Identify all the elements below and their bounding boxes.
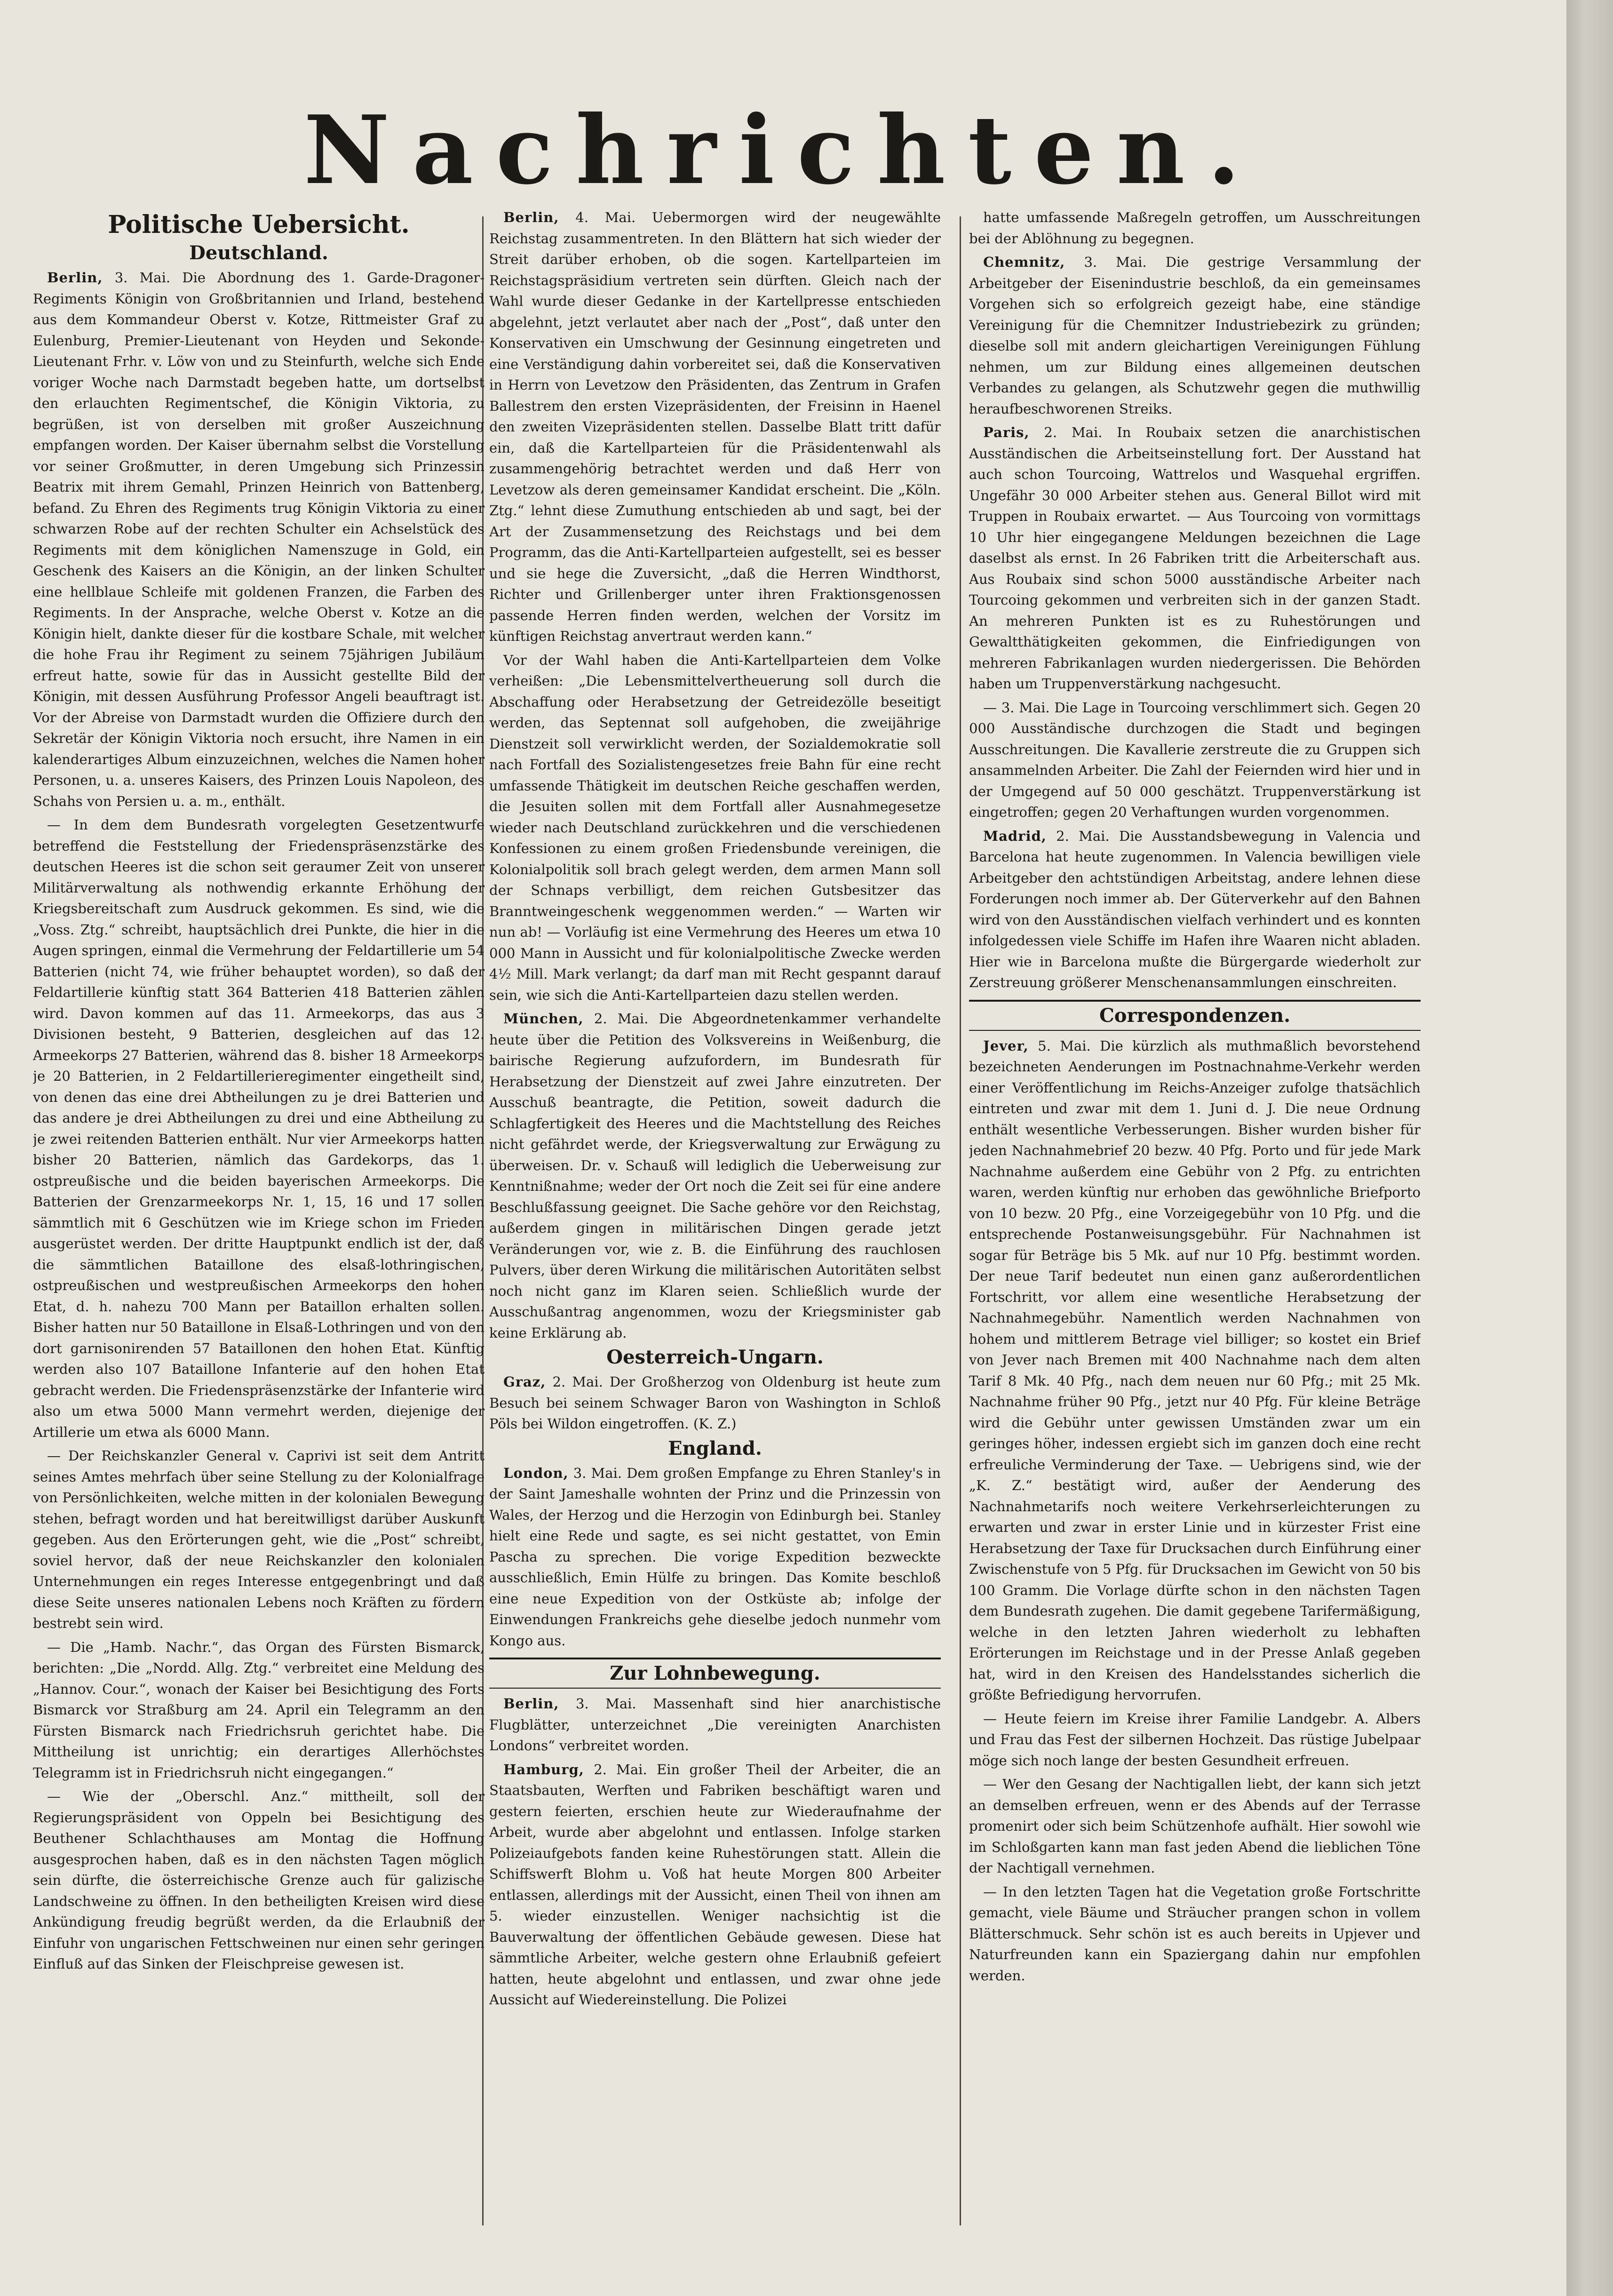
article-text: 3. Mai. Die gestrige Versammlung der Arbeitgeber der Eisenindustrie beschloß, da ein gemeinsames Vorgehen sich so erfolgreich gezeigt habe, eine ständige Vereinigung für die Chemnitzer Industriebezirk zu gründen; dieselbe soll mit andern gleichartigen Vereinigungen Fühlung nehmen, um zur Bildung eines allgemeinen deutschen Verbandes zu gelangen, als Schutzwehr gegen die muthwillig heraufbeschworenen Streiks. xyxy=(969,254,1421,417)
column-rule xyxy=(960,216,961,2225)
article-text: — In den letzten Tagen hat die Vegetation große Fortschritte gemacht, viele Bäume und Sträucher prangen schon in vollem Blätterschmuck. Sehr schön ist es auch bereits in Upjever und Naturfreunden kann ein Spaziergang dahin nur empfohlen werden. xyxy=(969,1883,1421,1984)
article-text: 3. Mai. Dem großen Empfange zu Ehren Stanley's in der Saint Jameshalle wohnten der Prinz und die Prinzessin von Wales, der Herzog und die Herzogin von Edinburgh bei. Stanley hielt eine Rede und sagte, es sei nicht gestattet, von Emin Pascha zu sprechen. Die vorige Expedition bezweckte ausschließlich, Emin Hülfe zu bringen. Das Komite beschloß eine neue Expedition von der Ostküste ab; infolge der Einwendungen Frankreichs gehe dieselbe jedoch nunmehr vom Kongo aus. xyxy=(489,1465,941,1649)
dateline-place: Graz, xyxy=(503,1374,546,1390)
article-paragraph xyxy=(489,1693,941,1756)
article-paragraph xyxy=(489,1463,941,1651)
dateline-place: Paris, xyxy=(983,424,1030,440)
article-paragraph xyxy=(33,814,485,1443)
column-3 xyxy=(969,207,1421,2230)
page-edge xyxy=(1566,0,1613,2296)
dateline-place: Berlin, xyxy=(47,270,103,286)
article-text: 2. Mai. Die Ausstandsbewegung in Valencia und Barcelona hat heute zugenommen. In Valencia bewilligen viele Arbeitgeber den achtstündigen Arbeitstag, andere lehnen diese Forderungen noch immer ab. Der Güterverkehr auf den Bahnen wird von den Ausständischen vielfach verhindert und es konnten infolgedessen viele Schiffe im Hafen ihre Waaren nicht abladen. Hier wie in Barcelona mußte die Bürgergarde wiederholt zur Zerstreuung größerer Menschenansammlungen einschreiten. xyxy=(969,828,1421,990)
dateline-place: Madrid, xyxy=(983,828,1047,844)
article-text: 4. Mai. Uebermorgen wird der neugewählte Reichstag zusammentreten. In den Blättern hat sich wieder der Streit darüber erhoben, ob die sogen. Kartellparteien im Reichstagspräsidium vertreten sein dürften. Gleich nach der Wahl wurde dieser Gedanke in der Kartellpresse entschieden abgelehnt, jetzt verlautet aber nach der „Post“, daß unter den Konservativen ein Umschwung der Gesinnung eingetreten und eine Verständigung dahin vorbereitet sei, daß die Konservativen in Herrn von Levetzow den Präsidenten, das Zentrum in Grafen Ballestrem den ersten Vizepräsidenten, der Freisinn in Haenel den zweiten Vizepräsidenten stellen. Dasselbe Blatt tritt dafür ein, daß die Kartellparteien für die Präsidentenwahl als zusammengehörig betrachtet werden und daß Herr von Levetzow als deren gemeinsamer Kandidat erscheint. Die „Köln. Ztg.“ lehnt diese Zumuthung entschieden ab und sagt, bei der Art der Zusammensetzung des Reichstags und bei dem Programm, das die Anti-Kartellparteien aufgestellt, sei es besser und sie hege die Zuversicht, „daß die Herren Windthorst, Richter und Grillenberger unter ihren Fraktionsgenossen passende Herren finden werden, welchen der Vorsitz im künftigen Reichstag anvertraut werden kann.“ xyxy=(489,209,941,644)
article-text: — Wie der „Oberschl. Anz.“ mittheilt, soll der Regierungspräsident von Oppeln bei Besichtigung des Beuthener Schlachthauses am Montag die Hoffnung ausgesprochen haben, daß es in den nächsten Tagen möglich sein dürfte, die österreichische Grenze auch für galizische Landschweine zu öffnen. In den betheiligten Kreisen wird diese Ankündigung freudig begrüßt werden, da die Erlaubniß der Einfuhr von ungarischen Fettschweinen nur einen sehr geringen Einfluß auf das Sinken der Fleischpreise gewesen ist. xyxy=(33,1788,485,1972)
article-text: 2. Mai. In Roubaix setzen die anarchistischen Ausständischen die Arbeitseinstellung fort. Der Ausstand hat auch schon Tourcoing, Wattrelos und Wasquehal ergriffen. Ungefähr 30 000 Arbeiter stehen aus. General Billot wird mit Truppen in Roubaix erwartet. — Aus Tourcoing von vormittags 10 Uhr hier eingegangene Meldungen bezeichnen die Lage daselbst als ernst. In 26 Fabriken tritt die Arbeiterschaft aus. Aus Roubaix sind schon 5000 ausständische Arbeiter nach Tourcoing gekommen und verbreiten sich in der ganzen Stadt. An mehreren Punkten ist es zu Ruhestörungen und Gewaltthätigkeiten gekommen, die Einfriedigungen von mehreren Fabrikanlagen wurden niedergerissen. Die Behörden haben um Truppenverstärkung nachgesucht. xyxy=(969,424,1421,692)
article-text: — 3. Mai. Die Lage in Tourcoing verschlimmert sich. Gegen 20 000 Ausständische durchzogen die Stadt und begingen Ausschreitungen. Die Kavallerie zerstreute die zu Gruppen sich ansammelnden Arbeiter. Die Zahl der Feiernden wird hier und in der Umgegend auf 50 000 geschätzt. Truppenverstärkung ist eingetroffen; gegen 20 Verhaftungen wurden vorgenommen. xyxy=(969,699,1421,820)
article-text: hatte umfassende Maßregeln getroffen, um Ausschreitungen bei der Ablöhnung zu begegnen. xyxy=(969,209,1421,247)
article-text: 3. Mai. Massenhaft sind hier anarchistische Flugblätter, unterzeichnet „Die vereinigten Anarchisten Londons“ verbreitet worden. xyxy=(489,1696,941,1754)
dateline-place: Chemnitz, xyxy=(983,254,1065,270)
article-paragraph xyxy=(33,1786,485,1975)
subsection-heading: Zur Lohnbewegung. xyxy=(489,1658,941,1689)
article-paragraph xyxy=(489,650,941,1006)
subsection-heading: Oesterreich-Ungarn. xyxy=(606,1346,824,1368)
article-paragraph xyxy=(969,422,1421,694)
article-paragraph xyxy=(33,267,485,812)
article-paragraph xyxy=(969,252,1421,419)
article-paragraph xyxy=(969,697,1421,823)
article-paragraph xyxy=(489,1371,941,1435)
dateline-place: Hamburg, xyxy=(503,1761,584,1778)
article-text: — Wer den Gesang der Nachtigallen liebt, der kann sich jetzt an demselben erfreuen, wenn er des Abends auf der Terrasse promenirt oder sich beim Schützenhofe aufhält. Hier sowohl wie im Schloßgarten kann man fast jeden Abend die lieblichen Töne der Nachtigall vernehmen. xyxy=(969,1776,1421,1876)
article-text: — Der Reichskanzler General v. Caprivi ist seit dem Antritt seines Amtes mehrfach über seine Stellung zu der Kolonialfrage von Persönlichkeiten, welche mitten in der kolonialen Bewegung stehen, befragt worden und hat bereitwilligst darüber Auskunft gegeben. Aus den Erörterungen geht, wie die „Post“ schreibt, soviel hervor, daß der neue Reichskanzler den kolonialen Unternehmungen ein reges Interesse entgegenbringt und daß diese Seite unseres nationalen Lebens noch Kräften zu fördern bestrebt sein wird. xyxy=(33,1448,485,1631)
article-paragraph xyxy=(489,1008,941,1343)
subsection-heading: Deutschland. xyxy=(189,242,328,264)
article-paragraph xyxy=(969,207,1421,249)
article-text: 2. Mai. Der Großherzog von Oldenburg ist heute zum Besuch bei seinem Schwager Baron von Washington in Schloß Pöls bei Wildon eingetroffen. (K. Z.) xyxy=(489,1374,941,1432)
masthead xyxy=(0,94,1566,207)
article-text: 5. Mai. Die kürzlich als muthmaßlich bevorstehend bezeichneten Aenderungen im Postnachnahme-Verkehr werden einer Veröffentlichung im Reichs-Anzeiger zufolge thatsächlich eintreten und zwar mit dem 1. Juni d. J. Die neue Ordnung enthält wesentliche Verbesserungen. Bisher wurden bisher für jeden Nachnahmebrief 20 bezw. 40 Pfg. Porto und für jede Mark Nachnahme außerdem eine Gebühr von 2 Pfg. zu entrichten waren, werden künftig nur erhoben das gewöhnliche Briefporto von 10 bezw. 20 Pfg., eine Vorzeigegebühr von 10 Pfg. und die entsprechende Postanweisungsgebühr. Für Nachnahmen ist sogar für Beträge bis 5 Mk. auf nur 10 Pfg. bestimmt worden. Der neue Tarif bedeutet nun einen ganz außerordentlichen Fortschritt, vor allem eine wesentliche Herabsetzung der Nachnahmegebühr. Namentlich werden Nachnahmen von hohem und mittlerem Betrage viel billiger; so kostet ein Brief von Jever nach Bremen mit 400 Nachnahme nach dem alten Tarif 8 Mk. 40 Pfg., nach dem neuen nur 60 Pfg.; mit 25 Mk. Nachnahme früher 90 Pfg., jetzt nur 40 Pfg. Für kleine Beträge wird die Gebühr unter gewissen Umständen zwar um ein geringes höher, indessen ergiebt sich im ganzen doch eine recht erfreuliche Verminderung der Taxe. — Uebrigens sind, wie der „K. Z.“ bestätigt wird, außer der Aenderung des Nachnahmetarifs noch weitere Verkehrserleichterungen zu erwarten und zwar in erster Linie und in kürzester Frist eine Herabsetzung der Taxe für Drucksachen durch Einführung einer Zwischenstufe von 5 Pfg. für Drucksachen im Gewicht von 50 bis 100 Gramm. Die Vorlage dürfte schon in den nächsten Tagen dem Bundesrath zugehen. Die damit gegebene Tarifermäßigung, welche in den letzten Jahren wiederholt zu lebhaften Erörterungen im Reichstage und in der Presse Anlaß gegeben hat, wird in den Kreisen des Handelsstandes sicherlich die größte Befriedigung hervorrufen. xyxy=(969,1037,1421,1703)
article-paragraph xyxy=(969,1708,1421,1771)
dateline-place: Berlin, xyxy=(503,1696,559,1712)
dateline-place: Jever, xyxy=(983,1037,1029,1054)
article-paragraph xyxy=(33,1637,485,1784)
article-paragraph xyxy=(969,1036,1421,1706)
article-paragraph xyxy=(489,1759,941,2010)
dateline-place: München, xyxy=(503,1011,584,1027)
article-paragraph xyxy=(33,1445,485,1634)
article-text: — Heute feiern im Kreise ihrer Familie Landgebr. A. Albers und Frau das Fest der silbernen Hochzeit. Das rüstige Jubelpaar möge sich noch lange der besten Gesundheit erfreuen. xyxy=(969,1710,1421,1769)
article-text: 2. Mai. Ein großer Theil der Arbeiter, die an Staatsbauten, Werften und Fabriken beschäftigt waren und gestern feierten, erschien heute zur Wiederaufnahme der Arbeit, wurde aber abgelohnt und entlassen. Infolge starken Polizeiaufgebots fanden keine Ruhestörungen statt. Allein die Schiffswerft Blohm u. Voß hat heute Morgen 800 Arbeiter entlassen, allerdings mit der Aussicht, einen Theil von ihnen am 5. wieder einzustellen. Weniger nachsichtig ist die Bauverwaltung der öffentlichen Gebäude gewesen. Diese hat sämmtliche Arbeiter, welche gestern ohne Erlaubniß gefeiert hatten, heute abgelohnt und entlassen, und zwar ohne jede Aussicht auf Wiedereinstellung. Die Polizei xyxy=(489,1761,941,2008)
article-paragraph xyxy=(489,207,941,647)
article-text: Vor der Wahl haben die Anti-Kartellparteien dem Volke verheißen: „Die Lebensmittelvertheuerung soll durch die Abschaffung oder Herabsetzung der Getreidezölle beseitigt werden, das Septennat soll aufgehoben, die zweijährige Dienstzeit soll verwirklicht werden, der Sozialdemokratie soll nach Fortfall des Sozialistengesetzes freie Bahn für eine recht umfassende Thätigkeit im deutschen Reiche geschaffen werden, die Jesuiten sollen mit dem Fortfall aller Ausnahmegesetze wieder nach Deutschland zurückkehren und die verschiedenen Konfessionen zu einem großen Friedensbunde vereinigen, die Kolonialpolitik soll brach gelegt werden, dem armen Mann soll der Schnaps verbilligt, dem reichen Gutsbesitzer das Branntweingeschenk weggenommen werden.“ — Warten wir nun ab! — Vorläufig ist eine Vermehrung des Heeres um etwa 10 000 Mann in Aussicht und für kolonialpolitische Zwecke werden 4½ Mill. Mark verlangt; da darf man mit Recht gespannt darauf sein, wie sich die Anti-Kartellparteien dazu stellen werden. xyxy=(489,652,941,1003)
column-1 xyxy=(33,207,485,2230)
article-paragraph xyxy=(969,826,1421,993)
column-2 xyxy=(489,207,941,2230)
article-paragraph xyxy=(969,1774,1421,1879)
subsection-heading: Correspondenzen. xyxy=(969,1000,1421,1031)
article-text: — Die „Hamb. Nachr.“, das Organ des Fürsten Bismarck, berichten: „Die „Nordd. Allg. Ztg.“ verbreitet eine Meldung des „Hannov. Cour.“, wonach der Kaiser bei Besichtigung des Forts Bismarck vor Straßburg am 24. April ein Telegramm an den Fürsten Bismarck nach Friedrichsruh gerichtet habe. Die Mittheilung ist unrichtig; ein derartiges Allerhöchstes Telegramm ist in Friedrichsruh nicht eingegangen.“ xyxy=(33,1639,485,1781)
article-text: 3. Mai. Die Abordnung des 1. Garde-Dragoner-Regiments Königin von Großbritannien und Irland, bestehend aus dem Kommandeur Oberst v. Kotze, Rittmeister Graf zu Eulenburg, Premier-Lieutenant von Heyden und Sekonde-Lieutenant Frhr. v. Löw von und zu Steinfurth, welche sich Ende voriger Woche nach Darmstadt begeben hatte, um dortselbst den erlauchten Regimentschef, die Königin Viktoria, zu begrüßen, ist von derselben mit großer Auszeichnung empfangen worden. Der Kaiser übernahm selbst die Vorstellung vor seiner Großmutter, in deren Umgebung sich Prinzessin Beatrix mit ihrem Gemahl, Prinzen Heinrich von Battenberg, befand. Zu Ehren des Regiments trug Königin Viktoria zu einer schwarzen Robe auf der rechten Schulter ein Achselstück des Regiments mit dem königlichen Namenszuge in Gold, ein Geschenk des Kaisers an die Königin, an der linken Schulter eine hellblaue Schleife mit goldenen Franzen, die Farben des Regiments. In der Ansprache, welche Oberst v. Kotze an die Königin hielt, dankte dieser für die kostbare Schale, mit welcher die hohe Frau ihr Regiment zu seinem 75jährigen Jubiläum erfreut hatte, sowie für das in Aussicht gestellte Bild der Königin, mit dessen Ausführung Professor Angeli beauftragt ist. Vor der Abreise von Darmstadt wurden die Offiziere durch den Sekretär der Königin Viktoria noch ersucht, ihre Namen in ein kalenderartiges Album einzuzeichnen, welches die Namen hoher Personen, u. a. unseres Kaisers, des Prinzen Louis Napoleon, des Schahs von Persien u. a. m., enthält. xyxy=(33,270,485,809)
article-text: 2. Mai. Die Abgeordnetenkammer verhandelte heute über die Petition des Volksvereins in Weißenburg, die bairische Regierung aufzufordern, im Bundesrath für Herabsetzung der Dienstzeit auf zwei Jahre einzutreten. Der Ausschuß beantragte, die Petition, soweit dadurch die Schlagfertigkeit des Heeres und die Machtstellung des Reiches nicht gefährdet werde, der Kriegsverwaltung zur Erwägung zu überweisen. Dr. v. Schauß will lediglich die Ueberweisung zur Kenntnißnahme; weder der Ort noch die Zeit sei für eine andere Beschlußfassung geeignet. Die Sache gehöre vor den Reichstag, außerdem gingen in militärischen Dingen gerade jetzt Veränderungen vor, wie z. B. die Einführung des rauchlosen Pulvers, über deren Wirkung die militärischen Autoritäten selbst noch nicht ganz im Klaren seien. Schließlich wurde der Ausschußantrag angenommen, wozu der Kriegsminister gab keine Erklärung ab. xyxy=(489,1011,941,1341)
section-heading: Politische Uebersicht. xyxy=(108,210,410,239)
subsection-heading: England. xyxy=(668,1437,762,1459)
dateline-place: London, xyxy=(503,1465,569,1481)
article-paragraph xyxy=(969,1881,1421,1986)
dateline-place: Berlin, xyxy=(503,209,559,225)
article-text: — In dem dem Bundesrath vorgelegten Gesetzentwurfe betreffend die Feststellung der Friedenspräsenzstärke des deutschen Heeres ist die schon seit geraumer Zeit von unserer Militärverwaltung als nothwendig erkannte Erhöhung der Kriegsbereitschaft zum Ausdruck gekommen. Es sind, wie die „Voss. Ztg.“ schreibt, hauptsächlich drei Punkte, die hier in die Augen springen, einmal die Vermehrung der Feldartillerie um 54 Batterien (nicht 74, wie früher behauptet worden), so daß der Feldartillerie künftig statt 364 Batterien 418 Batterien zählen wird. Davon kommen auf das 11. Armeekorps, das aus 3 Divisionen besteht, 9 Batterien, desgleichen auf das 12. Armeekorps 27 Batterien, während das 8. bisher 18 Armeekorps je 20 Batterien, in 2 Feldartillerieregimenter eingetheilt sind, von denen das eine drei Abtheilungen zu je drei Batterien und das andere je drei Abtheilungen zu drei und eine Abtheilung zu je zwei reitenden Batterien enthält. Nur vier Armeekorps hatten bisher 20 Batterien, nämlich das Gardekorps, das 1. ostpreußische und die beiden bayerischen Armeekorps. Die Batterien der Grenzarmeekorps Nr. 1, 15, 16 und 17 sollen sämmtlich mit 6 Geschützen wie im Kriege schon im Frieden ausgerüstet werden. Der dritte Hauptpunkt endlich ist der, daß die sämmtlichen Bataillone des elsaß-lothringischen, ostpreußischen und westpreußischen Armeekorps den hohen Etat, d. h. nahezu 700 Mann per Bataillon erhalten sollen. Bisher hatten nur 50 Bataillone in Elsaß-Lothringen und von den dort garnisonirenden 57 Bataillonen den hohen Etat. Künftig werden also 107 Bataillone Infanterie auf den hohen Etat gebracht werden. Die Friedenspräsenzstärke der Infanterie wird also um etwa 5000 Mann vermehrt werden, diejenige der Artillerie um etwa als 6000 Mann. xyxy=(33,817,485,1440)
masthead-title: Nachrichten. xyxy=(303,95,1263,206)
